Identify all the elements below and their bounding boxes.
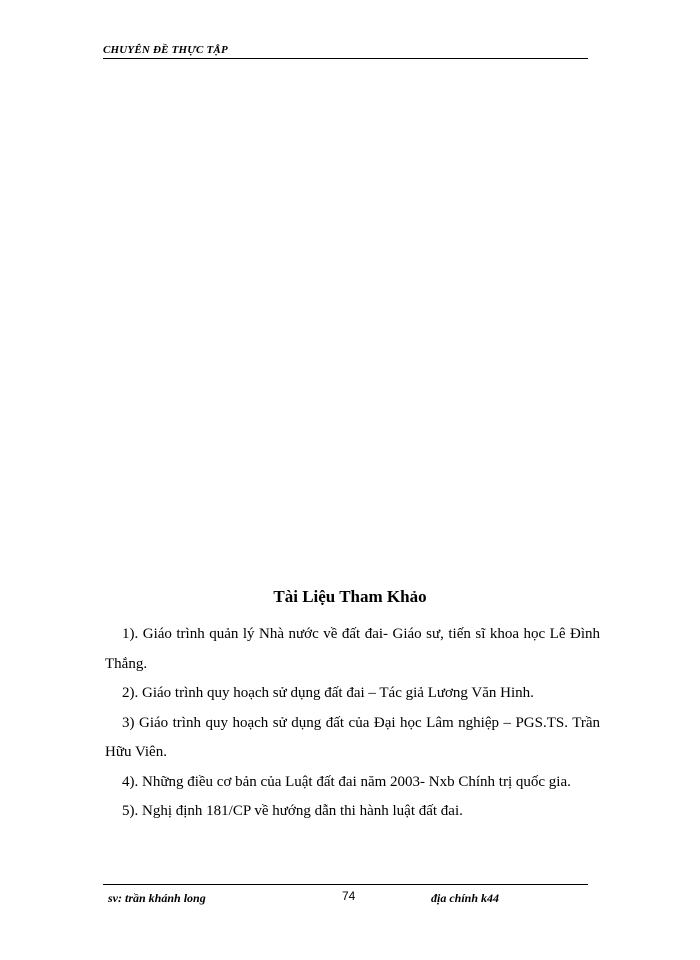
header-title: CHUYÊN ĐỀ THỰC TẬP	[103, 44, 228, 56]
footer-author: sv: trần khánh long	[108, 891, 206, 905]
page-number: 74	[342, 889, 356, 903]
reference-item-1: 1). Giáo trình quản lý Nhà nước về đất đai- Giáo sư, tiến sĩ khoa học Lê Đình Thắng.	[105, 626, 600, 672]
page-header	[103, 42, 588, 59]
reference-item-2: 2). Giáo trình quy hoạch sử dụng đất đai – Tác giả Lương Văn Hinh.	[122, 685, 534, 701]
reference-item-3: 3) Giáo trình quy hoạch sử dụng đất của Đại học Lâm nghiệp – PGS.TS. Trần Hữu Viên.	[105, 714, 600, 760]
references-title: Tài Liệu Tham Khảo	[273, 587, 427, 606]
references-list	[105, 620, 600, 827]
reference-item-5: 5). Nghị định 181/CP về hướng dẫn thi hành luật đất đai.	[122, 803, 463, 819]
page-footer	[103, 884, 588, 909]
footer-class: địa chính k44	[431, 891, 500, 905]
reference-item-4: 4). Những điều cơ bản của Luật đất đai năm 2003- Nxb Chính trị quốc gia.	[122, 773, 571, 790]
